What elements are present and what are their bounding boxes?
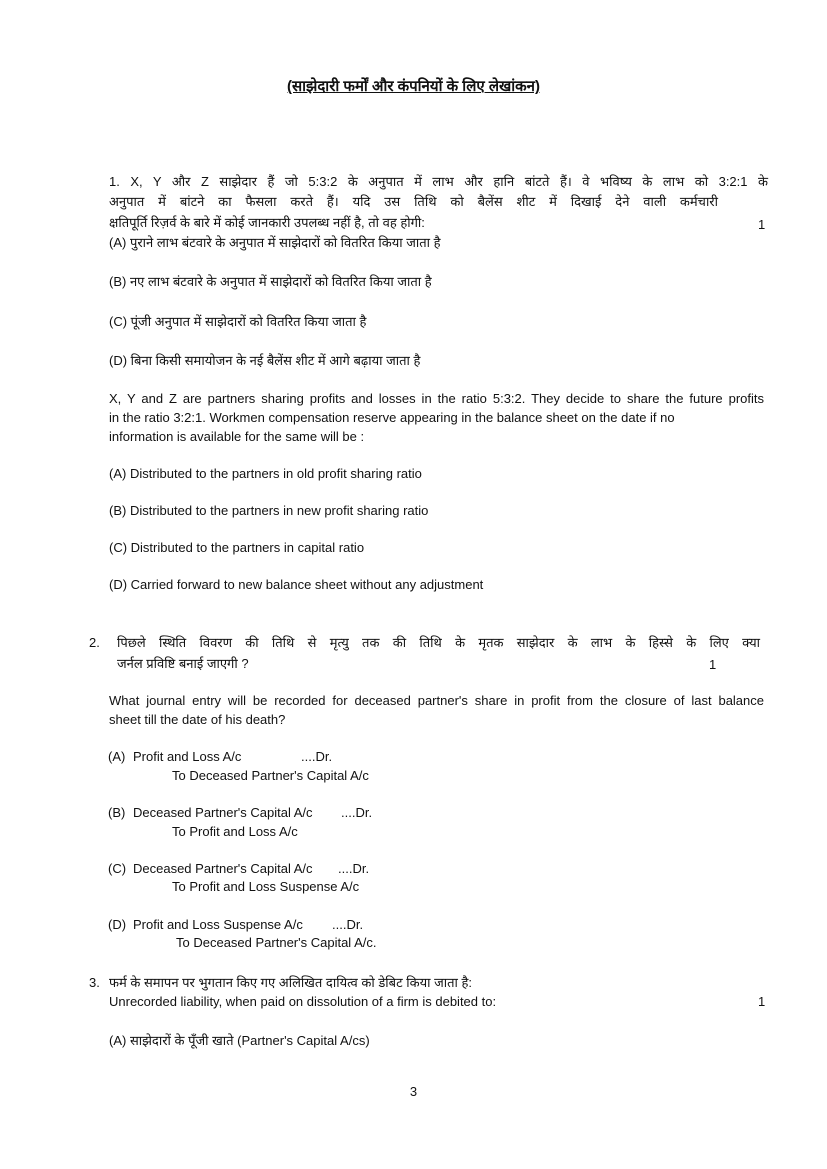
q2-option-a-debit: Profit and Loss A/c (133, 749, 242, 764)
q1-hindi-option-d: (D) बिना किसी समायोजन के नई बैलेंस शीट में आगे बढ़ाया जाता है (109, 353, 421, 368)
q2-option-c-label: (C) (108, 861, 127, 876)
q2-option-b-credit: To Profit and Loss A/c (172, 824, 298, 839)
q2-option-c-credit: To Profit and Loss Suspense A/c (172, 879, 360, 894)
q1-english-line-1: X, Y and Z are partners sharing profits and losses in the ratio 5:3:2. They decide to share the future profits (109, 391, 764, 406)
q3-hindi-line: फर्म के समापन पर भुगतान किए गए अलिखित दायित्व को डेबिट किया जाता है: (109, 975, 473, 990)
q2-option-d-debit: Profit and Loss Suspense A/c (133, 917, 303, 932)
q2-option-a-dr: ....Dr. (301, 749, 333, 764)
page-title: (साझेदारी फर्मों और कंपनियों के लिए लेखांकन) (286, 78, 540, 95)
page-number: 3 (409, 1084, 418, 1099)
q2-number: 2. (89, 635, 100, 650)
q1-english-option-d: (D) Carried forward to new balance sheet without any adjustment (109, 577, 484, 592)
q2-option-a-label: (A) (108, 749, 126, 764)
q2-option-b-dr: ....Dr. (341, 805, 373, 820)
q2-hindi-line-2: जर्नल प्रविष्टि बनाई जाएगी ? (117, 656, 249, 671)
q2-option-c-dr: ....Dr. (338, 861, 370, 876)
q1-marks: 1 (758, 217, 766, 232)
q2-option-b-label: (B) (108, 805, 126, 820)
q2-marks: 1 (709, 657, 717, 672)
q1-english-line-2: in the ratio 3:2:1. Workmen compensation reserve appearing in the balance sheet on the date if no (109, 410, 675, 425)
q1-hindi-option-a: (A) पुराने लाभ बंटवारे के अनुपात में साझेदारों को वितरित किया जाता है (109, 235, 441, 250)
q3-option-a: (A) साझेदारों के पूँजी खाते (Partner's Capital A/cs) (109, 1033, 370, 1048)
q1-hindi-line-3: क्षतिपूर्ति रिज़र्व के बारे में कोई जानकारी उपलब्ध नहीं है, तो वह होगी: (109, 215, 425, 230)
q2-english-line-2: sheet till the date of his death? (109, 712, 286, 727)
q2-option-d-credit: To Deceased Partner's Capital A/c. (176, 935, 377, 950)
q1-english-option-b: (B) Distributed to the partners in new profit sharing ratio (109, 503, 429, 518)
q2-option-a-credit: To Deceased Partner's Capital A/c (172, 768, 369, 783)
q1-hindi-option-c: (C) पूंजी अनुपात में साझेदारों को वितरित किया जाता है (109, 314, 367, 329)
q3-marks: 1 (758, 994, 766, 1009)
q2-english-line-1: What journal entry will be recorded for deceased partner's share in profit from the closure of last balance (109, 693, 764, 708)
q2-option-d-dr: ....Dr. (332, 917, 364, 932)
q2-option-c-debit: Deceased Partner's Capital A/c (133, 861, 313, 876)
q1-hindi-line-1: 1. X, Y और Z साझेदार हैं जो 5:3:2 के अनुपात में लाभ और हानि बांटते हैं। वे भविष्य के लाभ को 3:2:1 के (109, 174, 768, 189)
q3-english-line: Unrecorded liability, when paid on dissolution of a firm is debited to: (109, 994, 497, 1009)
q1-english-option-c: (C) Distributed to the partners in capital ratio (109, 540, 365, 555)
q2-hindi-line-1: पिछले स्थिति विवरण की तिथि से मृत्यु तक की तिथि के मृतक साझेदार के लाभ के हिस्से के लिए क्या (117, 635, 760, 650)
q1-hindi-option-b: (B) नए लाभ बंटवारे के अनुपात में साझेदारों को वितरित किया जाता है (109, 274, 432, 289)
q3-number: 3. (89, 975, 100, 990)
q1-english-option-a: (A) Distributed to the partners in old profit sharing ratio (109, 466, 422, 481)
q2-option-b-debit: Deceased Partner's Capital A/c (133, 805, 313, 820)
q2-option-d-label: (D) (108, 917, 127, 932)
q1-english-line-3: information is available for the same will be : (109, 429, 365, 444)
q1-hindi-line-2: अनुपात में बांटने का फैसला करते हैं। यदि उस तिथि को बैलेंस शीट में दिखाई देने वाली कर्मचारी (109, 194, 718, 209)
